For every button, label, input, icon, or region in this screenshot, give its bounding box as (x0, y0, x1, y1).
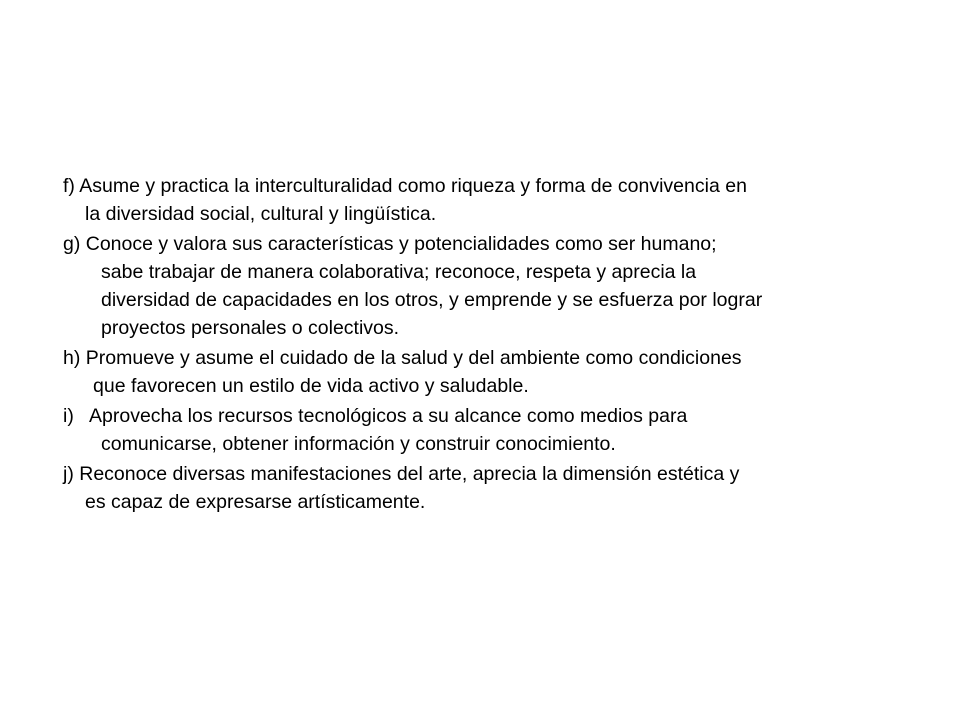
item-h-line-1: h) Promueve y asume el cuidado de la salud y del ambiente como condiciones (63, 347, 742, 369)
item-i-line-2: comunicarse, obtener información y construir conocimiento. (101, 433, 616, 455)
item-g-line-3: diversidad de capacidades en los otros, y emprende y se esfuerza por lograr (101, 289, 763, 311)
item-g-line-2: sabe trabajar de manera colaborativa; reconoce, respeta y aprecia la (101, 261, 697, 283)
item-g-line-4: proyectos personales o colectivos. (101, 317, 400, 339)
item-j-line-2: es capaz de expresarse artísticamente. (85, 491, 426, 513)
item-h-line-2: que favorecen un estilo de vida activo y saludable. (93, 375, 529, 397)
item-g-line-1: g) Conoce y valora sus características y potencialidades como ser humano; (63, 233, 717, 255)
item-i-line-1: i) Aprovecha los recursos tecnológicos a su alcance como medios para (63, 405, 688, 427)
item-j-line-1: j) Reconoce diversas manifestaciones del arte, aprecia la dimensión estética y (63, 463, 740, 485)
item-f-line-1: f) Asume y practica la interculturalidad como riqueza y forma de convivencia en (63, 175, 747, 197)
item-f-line-2: la diversidad social, cultural y lingüística. (85, 203, 437, 225)
